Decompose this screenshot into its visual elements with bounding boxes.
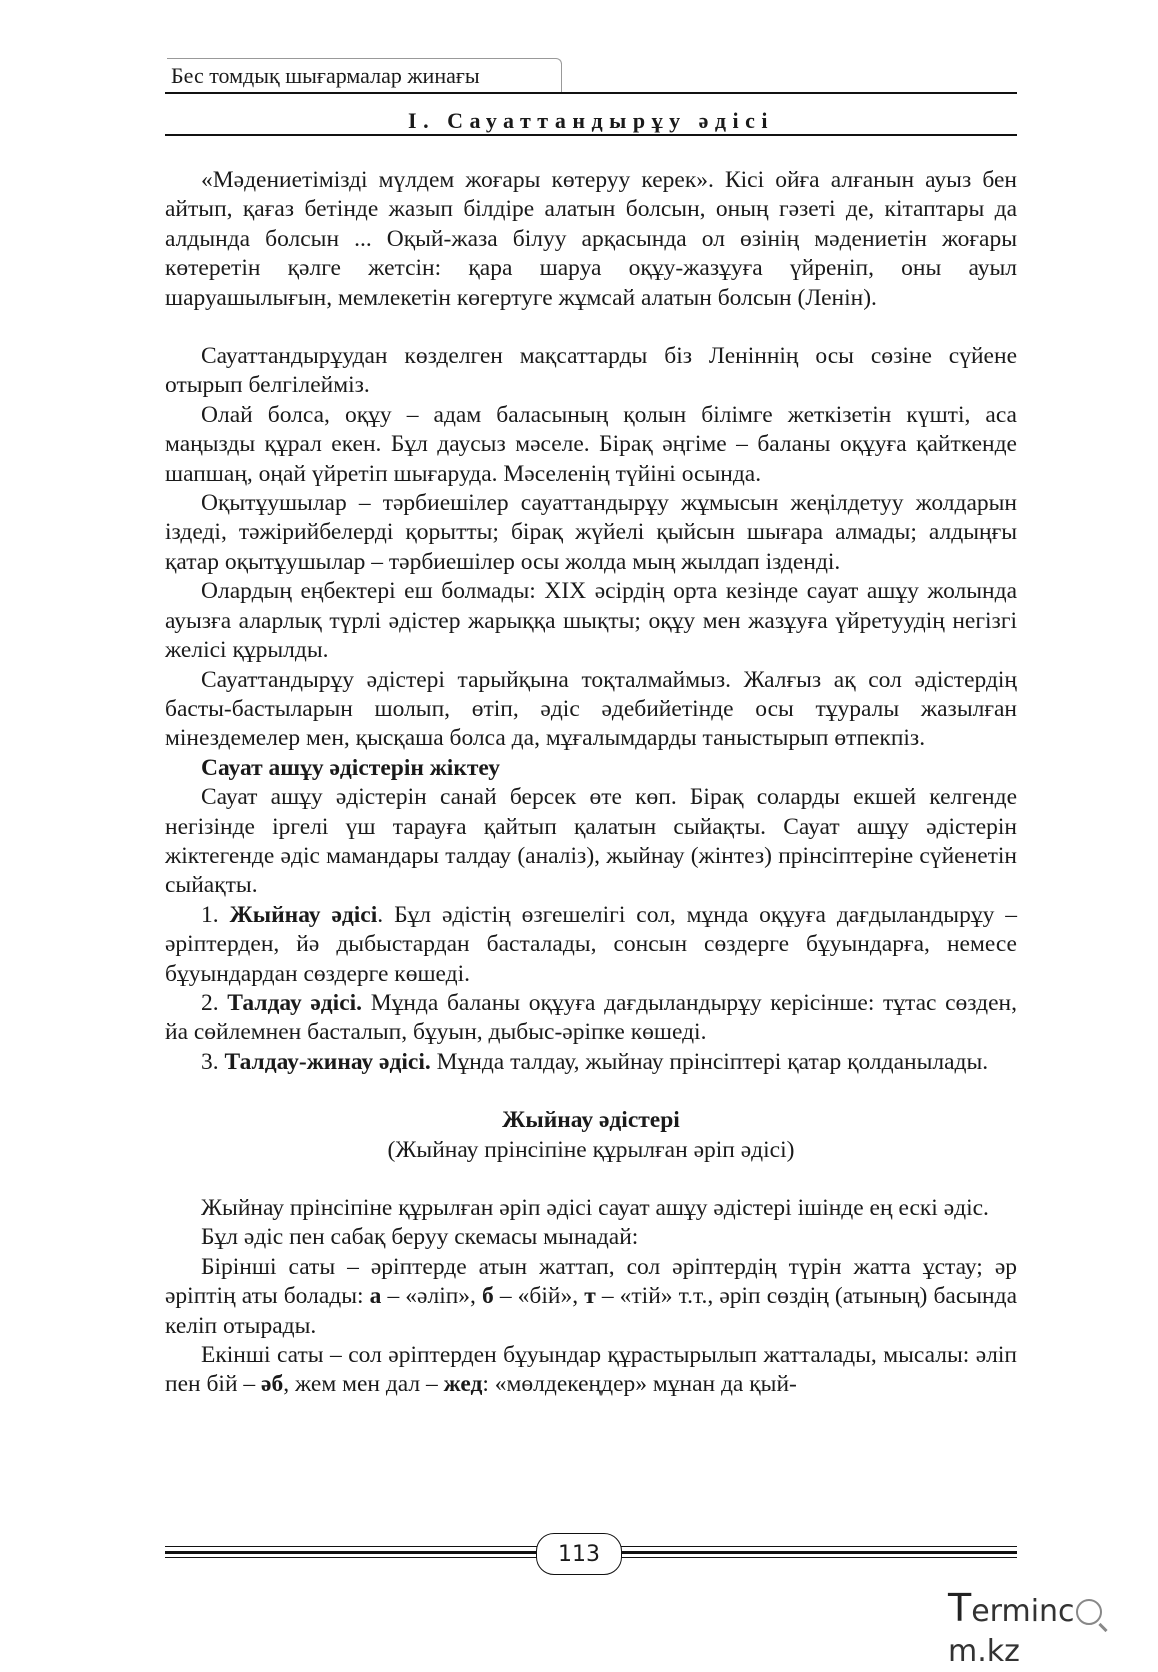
paragraph: Олай болса, оқұу – адам баласының қолын білімге жеткізетін күшті, аса маңызды құрал екен. Бұл даусыз мəселе. Бірақ əңгіме – баланы оқұуға қайткенде шапшаң, оңай үйретіп шығаруда. Мəселенің түйіні осында. xyxy=(165,401,1017,487)
paragraph: Сауаттандырұудан көзделген мақсаттарды біз Леніннің осы сөзіне сүйене отырып белгілейміз. xyxy=(165,343,1017,399)
list-text: Мұнда талдау, жыйнау прінсіптері қатар қолданылады. xyxy=(430,1048,989,1075)
paragraph: Бұл əдіс пен сабақ беруу скемасы мынадай: xyxy=(201,1224,639,1251)
page-number: 113 xyxy=(536,1533,622,1575)
subheading: Сауат ашұу əдістерін жіктеу xyxy=(201,754,501,781)
list-item-analysis xyxy=(165,989,1017,1048)
running-head: Бес томдық шығармалар жинағы xyxy=(167,58,562,92)
header-rule xyxy=(165,92,1017,94)
termincom-logo xyxy=(948,1586,1148,1669)
paragraph: Оқытұушылар – тəрбиешілер сауаттандырұу жұмысын жеңілдетуу жолдарын іздеді, тəжірийбелерді қорытты; бірақ жүйелі қыйсын шығара алмады; алдыңғы қатар оқытұушылар – тəрбиешілер осы жолда мың жылдап ізденді. xyxy=(165,490,1017,575)
centered-heading: Жыйнау əдістері xyxy=(502,1107,680,1134)
bold-syllable: жед xyxy=(443,1371,483,1398)
body-text xyxy=(165,166,1017,1400)
list-term: Талдау əдісі. xyxy=(227,989,363,1016)
logo-letter: T xyxy=(948,1586,972,1630)
paragraph xyxy=(165,1341,1017,1400)
paragraph: Жыйнау прінсіпіне құрылған əріп əдісі сауат ашұу əдістері ішінде ең ескі əдіс. xyxy=(201,1195,989,1221)
text-run: – «тій» т.т., əріп сөздің (атының) басында келіп отырады. xyxy=(165,1283,1018,1339)
magnifier-icon xyxy=(1076,1599,1102,1625)
bold-letter: а xyxy=(369,1283,382,1310)
text-run: Екінші саты – сол əріптерден бұуындар құрастырылып жатталады, мысалы: əліп пен бій – xyxy=(165,1342,1017,1398)
paragraph: Олардың еңбектері еш болмады: ХІХ əсірдің орта кезінде сауат ашұу жолында ауызға аларлық түрлі əдістер жарыққа шықты; оқұу мен жазұуға үйретуудің негізгі желісі құрылды. xyxy=(165,578,1017,664)
title-rule xyxy=(165,134,1017,136)
text-run: – «бій», xyxy=(493,1283,585,1310)
text-run: , жем мен дал – xyxy=(283,1371,444,1398)
logo-text: erminc xyxy=(971,1594,1075,1629)
list-term: Жыйнау əдісі xyxy=(229,901,378,928)
paragraph: Сауаттандырұу əдістері тарыйқына тоқталмаймыз. Жалғыз ақ сол əдістердің басты-бастыларын шолып, өтіп, əдіс əдебийетінде осы тұуралы жазылған мінездемелер мен, қысқаша болса да, мұғалымдарды таныстырып өтпекпіз. xyxy=(165,666,1017,752)
list-term: Талдау-жинау əдісі. xyxy=(224,1048,431,1075)
section-title: І. Сауаттандырұу әдісі xyxy=(408,108,774,133)
paragraph xyxy=(165,1253,1017,1341)
list-text: Мұнда баланы оқұуға дағдыландырұу керісінше: тұтас сөзден, йа сөйлемнен басталып, бұуын, дыбыс-əріпке көшеді. xyxy=(165,989,1017,1046)
list-number: 3. xyxy=(201,1048,225,1075)
text-run: : «мөлдекеңдер» мұнан да қый- xyxy=(482,1371,797,1398)
bold-syllable: əб xyxy=(261,1371,284,1398)
centered-subheading: (Жыйнау прінсіпіне құрылған əріп əдісі) xyxy=(387,1136,795,1163)
list-item-analysis-synthesis xyxy=(165,1048,1017,1077)
lenin-quote-paragraph: «Мəдениетімізді мүлдем жоғары көтеруу керек». Кісі ойға алғанын ауыз бен айтып, қағаз бетінде жазып білдіре алатын болсын, оның гəзеті де, кітаптары да алдында болсын ... Оқый-жаза білуу арқасында ол өзінің мəдениетін жоғары көтеретін қəлге жетсін: қара шаруа оқұу-жазұуға үйреніп, оны ауыл шаруашылығын, мемлекетін көгертуге жұмсай алатын болсын (Ленін). xyxy=(165,167,1017,311)
paragraph: Сауат ашұу əдістерін санай берсек өте көп. Бірақ соларды екшей келгенде негізінде іргелі үш тарауға қайтып қалатын сыйақты. Сауат ашұу əдістерін жіктегенде əдіс мамандары талдау (аналіз), жыйнау (жінтез) прінсіптеріне сүйенетін сыйақты. xyxy=(165,784,1017,899)
bold-letter: т xyxy=(584,1283,596,1310)
text-run: Бірінші саты – əріптерде атын жаттап, сол əріптердің түрін жатта ұстау; əр əріптің аты болады: xyxy=(165,1253,1017,1310)
logo-text: m.kz xyxy=(948,1634,1020,1669)
text-run: – «əліп», xyxy=(381,1283,483,1310)
list-number: 2. xyxy=(201,989,228,1016)
list-item-synthesis xyxy=(165,901,1017,989)
list-number: 1. xyxy=(201,901,230,928)
list-text: . Бұл əдістің өзгешелігі сол, мұнда оқұуға дағдыландырұу – əріптерден, йə дыбыстардан басталады, сонсын сөздерге бұуындарға, немесе бұуындардан сөздерге көшеді. xyxy=(165,901,1018,987)
bold-letter: б xyxy=(482,1283,494,1310)
